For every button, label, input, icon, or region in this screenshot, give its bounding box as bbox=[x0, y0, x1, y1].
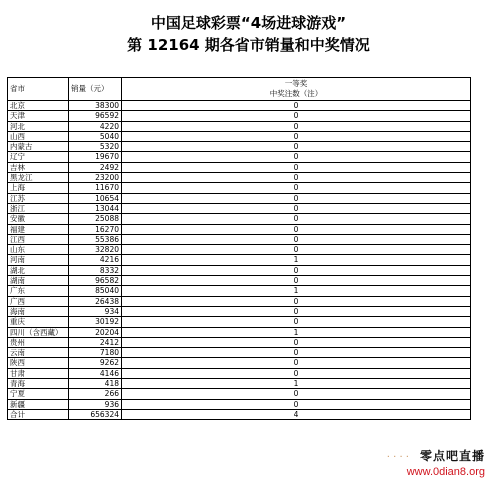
cell-winners: 0 bbox=[122, 245, 471, 255]
cell-province: 广西 bbox=[8, 296, 69, 306]
watermark bbox=[407, 447, 485, 478]
table-row bbox=[8, 203, 471, 213]
cell-sales: 23200 bbox=[69, 173, 122, 183]
cell-winners: 0 bbox=[122, 368, 471, 378]
cell-sales: 96592 bbox=[69, 111, 122, 121]
cell-province: 海南 bbox=[8, 306, 69, 316]
cell-winners: 0 bbox=[122, 111, 471, 121]
table-row bbox=[8, 173, 471, 183]
cell-province: 新疆 bbox=[8, 399, 69, 409]
cell-province: 陕西 bbox=[8, 358, 69, 368]
cell-sales: 656324 bbox=[69, 409, 122, 419]
cell-winners: 0 bbox=[122, 348, 471, 358]
cell-province: 重庆 bbox=[8, 317, 69, 327]
cell-winners: 0 bbox=[122, 265, 471, 275]
cell-province: 山东 bbox=[8, 245, 69, 255]
table-row bbox=[8, 142, 471, 152]
table-row bbox=[8, 162, 471, 172]
cell-sales: 32820 bbox=[69, 245, 122, 255]
cell-province: 吉林 bbox=[8, 162, 69, 172]
table-row bbox=[8, 255, 471, 265]
table-row bbox=[8, 121, 471, 131]
table-row bbox=[8, 193, 471, 203]
cell-winners: 0 bbox=[122, 121, 471, 131]
cell-province: 上海 bbox=[8, 183, 69, 193]
cell-winners: 0 bbox=[122, 224, 471, 234]
table-row bbox=[8, 399, 471, 409]
table-row bbox=[8, 306, 471, 316]
cell-province: 山西 bbox=[8, 131, 69, 141]
title-line-1: 中国足球彩票“4场进球游戏” bbox=[150, 14, 347, 32]
cell-winners: 0 bbox=[122, 131, 471, 141]
cell-winners: 0 bbox=[122, 276, 471, 286]
table-row bbox=[8, 101, 471, 111]
cell-sales: 30192 bbox=[69, 317, 122, 327]
table-row bbox=[8, 265, 471, 275]
watermark-dots: · · · · bbox=[386, 452, 409, 463]
table-row bbox=[8, 152, 471, 162]
cell-province: 天津 bbox=[8, 111, 69, 121]
cell-sales: 11670 bbox=[69, 183, 122, 193]
table-row bbox=[8, 389, 471, 399]
table-header-row bbox=[8, 78, 471, 101]
cell-winners: 0 bbox=[122, 193, 471, 203]
table-row bbox=[8, 131, 471, 141]
watermark-url: www.0dian8.org bbox=[406, 466, 485, 478]
cell-province: 湖北 bbox=[8, 265, 69, 275]
cell-winners: 0 bbox=[122, 101, 471, 111]
cell-sales: 418 bbox=[69, 379, 122, 389]
table-row bbox=[8, 214, 471, 224]
table-row bbox=[8, 286, 471, 296]
cell-sales: 9262 bbox=[69, 358, 122, 368]
cell-province: 浙江 bbox=[8, 203, 69, 213]
header-prize bbox=[122, 78, 471, 101]
cell-winners: 0 bbox=[122, 234, 471, 244]
header-sales: 销量（元） bbox=[69, 78, 122, 101]
table-row bbox=[8, 337, 471, 347]
cell-winners: 0 bbox=[122, 203, 471, 213]
cell-sales: 96582 bbox=[69, 276, 122, 286]
cell-province: 甘肃 bbox=[8, 368, 69, 378]
cell-sales: 19670 bbox=[69, 152, 122, 162]
watermark-name: 零点吧直播 bbox=[419, 449, 485, 463]
table-row bbox=[8, 276, 471, 286]
cell-province: 广东 bbox=[8, 286, 69, 296]
table-row bbox=[8, 234, 471, 244]
cell-province: 江苏 bbox=[8, 193, 69, 203]
table-row bbox=[8, 245, 471, 255]
cell-sales: 934 bbox=[69, 306, 122, 316]
cell-province: 贵州 bbox=[8, 337, 69, 347]
table-row bbox=[8, 224, 471, 234]
cell-sales: 4220 bbox=[69, 121, 122, 131]
cell-sales: 13044 bbox=[69, 203, 122, 213]
header-prize-top: 一等奖 bbox=[284, 79, 308, 88]
cell-winners: 1 bbox=[122, 327, 471, 337]
header-province: 省市 bbox=[8, 78, 69, 101]
cell-province: 湖南 bbox=[8, 276, 69, 286]
cell-sales: 10654 bbox=[69, 193, 122, 203]
cell-winners: 0 bbox=[122, 317, 471, 327]
cell-sales: 7180 bbox=[69, 348, 122, 358]
cell-province: 江西 bbox=[8, 234, 69, 244]
cell-sales: 25088 bbox=[69, 214, 122, 224]
cell-province: 云南 bbox=[8, 348, 69, 358]
cell-winners: 0 bbox=[122, 337, 471, 347]
cell-province: 黑龙江 bbox=[8, 173, 69, 183]
cell-sales: 266 bbox=[69, 389, 122, 399]
table-row bbox=[8, 327, 471, 337]
cell-winners: 0 bbox=[122, 162, 471, 172]
header-prize-sub: 中奖注数（注） bbox=[269, 89, 323, 98]
table-row bbox=[8, 317, 471, 327]
table-row bbox=[8, 111, 471, 121]
cell-province: 宁夏 bbox=[8, 389, 69, 399]
cell-province: 河北 bbox=[8, 121, 69, 131]
cell-winners: 1 bbox=[122, 286, 471, 296]
cell-sales: 16270 bbox=[69, 224, 122, 234]
cell-sales: 8332 bbox=[69, 265, 122, 275]
cell-winners: 0 bbox=[122, 183, 471, 193]
sales-table bbox=[7, 77, 471, 420]
title-line-2: 第 12164 期各省市销量和中奖情况 bbox=[127, 36, 370, 54]
cell-winners: 0 bbox=[122, 152, 471, 162]
cell-province: 合计 bbox=[8, 409, 69, 419]
cell-sales: 26438 bbox=[69, 296, 122, 306]
cell-sales: 5320 bbox=[69, 142, 122, 152]
cell-winners: 0 bbox=[122, 296, 471, 306]
cell-winners: 0 bbox=[122, 399, 471, 409]
table-row bbox=[8, 368, 471, 378]
cell-sales: 20204 bbox=[69, 327, 122, 337]
cell-winners: 0 bbox=[122, 142, 471, 152]
table-row bbox=[8, 358, 471, 368]
table-body bbox=[8, 101, 471, 420]
cell-sales: 2492 bbox=[69, 162, 122, 172]
cell-province: 福建 bbox=[8, 224, 69, 234]
table-row bbox=[8, 348, 471, 358]
cell-province: 安徽 bbox=[8, 214, 69, 224]
table-row bbox=[8, 296, 471, 306]
cell-province: 青海 bbox=[8, 379, 69, 389]
cell-winners: 0 bbox=[122, 358, 471, 368]
cell-province: 辽宁 bbox=[8, 152, 69, 162]
cell-sales: 5040 bbox=[69, 131, 122, 141]
cell-sales: 38300 bbox=[69, 101, 122, 111]
cell-sales: 55386 bbox=[69, 234, 122, 244]
cell-winners: 1 bbox=[122, 379, 471, 389]
cell-province: 四川（含西藏） bbox=[8, 327, 69, 337]
cell-sales: 936 bbox=[69, 399, 122, 409]
cell-sales: 85040 bbox=[69, 286, 122, 296]
table-row bbox=[8, 183, 471, 193]
table-row bbox=[8, 409, 471, 419]
cell-province: 河南 bbox=[8, 255, 69, 265]
cell-province: 内蒙古 bbox=[8, 142, 69, 152]
cell-winners: 0 bbox=[122, 173, 471, 183]
cell-winners: 0 bbox=[122, 306, 471, 316]
cell-sales: 2412 bbox=[69, 337, 122, 347]
cell-winners: 0 bbox=[122, 389, 471, 399]
cell-winners: 0 bbox=[122, 214, 471, 224]
cell-winners: 4 bbox=[122, 409, 471, 419]
cell-province: 北京 bbox=[8, 101, 69, 111]
cell-sales: 4146 bbox=[69, 368, 122, 378]
table-row bbox=[8, 379, 471, 389]
cell-winners: 1 bbox=[122, 255, 471, 265]
cell-sales: 4216 bbox=[69, 255, 122, 265]
